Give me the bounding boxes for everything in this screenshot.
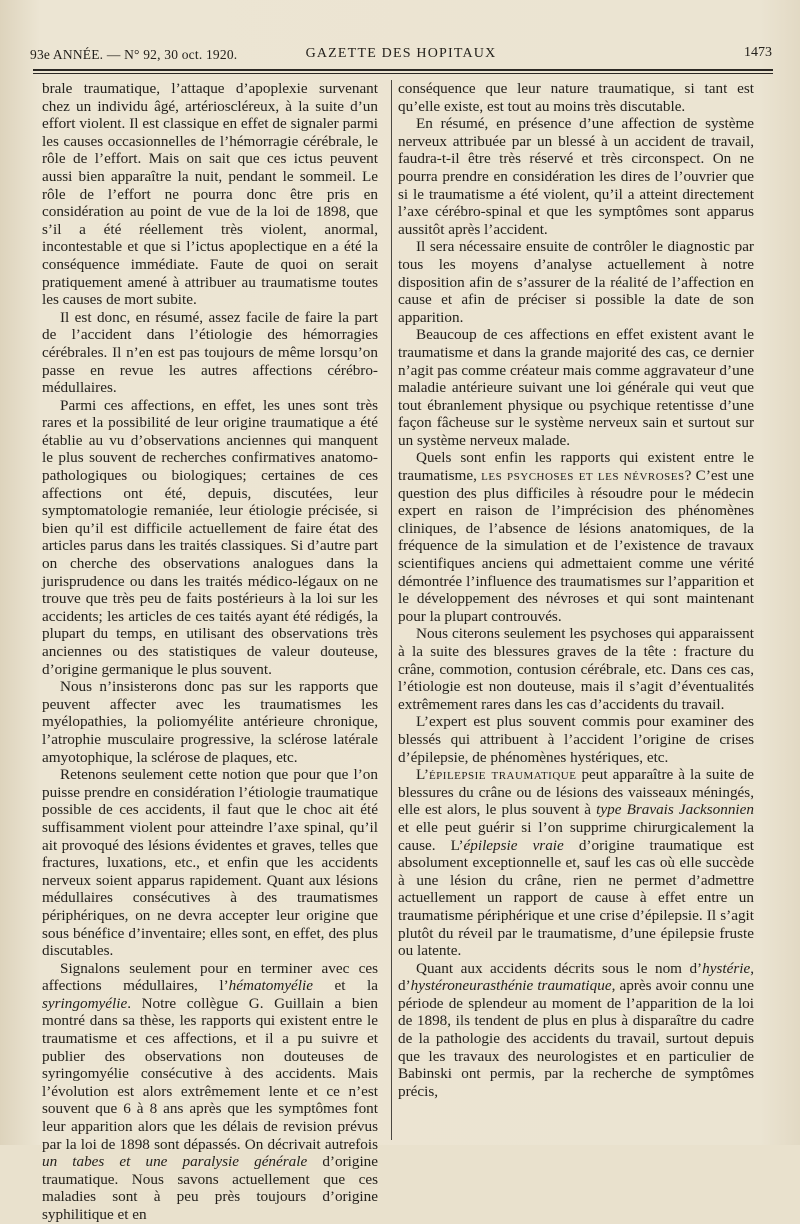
paragraph: Beaucoup de ces affections en effet existent avant le traumatisme et dans la grande majorité des cas, ce dernier n’agit pas comme créateur mais comme aggravateur d’une maladie antérieure suivant une loi générale qui veut que tout ébranlement physique ou psychique retentisse d’une façon fâcheuse sur le système nerveux sain et surtout sur un système nerveux malade. — [398, 326, 754, 449]
paragraph: Il est donc, en résumé, assez facile de faire la part de l’accident dans l’étiologie des hémorragies cérébrales. Il n’en est pas toujours de même lorsqu’on passe en revue les autres affections cérébro-médullaires. — [42, 308, 378, 397]
page-header — [30, 44, 772, 66]
paragraph: En résumé, en présence d’une affection de système nerveux attribuée par un blessé à un accident de travail, faudra-t-il être très réservé et très circonspect. On ne pourra prendre en considération les dires de l’ouvrier que si le traumatisme a été violent, qu’il a atteint directement l’axe cérébro-spinal et que les symptômes sont apparus aussitôt après l’accident. — [398, 115, 754, 238]
left-column — [42, 80, 379, 1223]
paragraph: Quels sont enfin les rapports qui existent entre le traumatisme, les psychoses et les névroses? C’est une question des plus difficiles à résoudre pour le médecin expert en raison de l’imprécision des phénomènes cliniques, de l’absence de lésions anatomiques, de la fréquence de la simulation et de l’existence de travaux scientifiques anciens qui admettaient comme une vérité démontrée l’influence des traumatismes sur l’apparition et le développement des névroses et qui sont maintenant pour la plupart controuvés. — [398, 449, 754, 625]
column-divider — [391, 80, 392, 1140]
paragraph: conséquence que leur nature traumatique, si tant est qu’elle existe, est tout au moins très discutable. — [398, 80, 754, 115]
right-column — [398, 80, 754, 1142]
paragraph: Signalons seulement pour en terminer avec ces affections médullaires, l’hématomyélie et la syringomyélie. Notre collègue G. Guillain a bien montré dans sa thèse, les rapports qui existent entre le traumatisme et ces affections, et il a pu suivre et publier des observations non douteuses de syringomyélie consécutive à des accidents. Mais l’évolution est alors extrêmement lente et ce n’est souvent que 6 à 8 ans après que les symptômes font leur apparition alors que les délais de revision prévus par la loi de 1898 sont dépassés. On décrivait autrefois un tabes et une paralysie générale d’origine traumatique. Nous savons actuellement que ces maladies sont à peu près toujours d’origine syphilitique et en — [42, 959, 379, 1223]
paragraph: L’expert est plus souvent commis pour examiner des blessés qui attribuent à l’accident l’origine de crises d’épilepsie, de phénomènes hystériques, etc. — [398, 713, 754, 766]
header-rule-thin — [33, 73, 773, 74]
journal-title: GAZETTE DES HOPITAUX — [305, 46, 497, 61]
paragraph: Parmi ces affections, en effet, les unes sont très rares et la possibilité de leur origine traumatique a été établie au vu d’observations anciennes qui manquent le plus souvent de recherches confirmatives anatomo-pathologiques ou biologiques; certaines de ces affections ont été, depuis, discutées, leur symptomatologie remaniée, leur étiologie précisée, si bien qu’il est difficile actuellement de faire état des articles parus dans les traités classiques. Si d’autre part on cherche des observations analogues dans la jurisprudence ou dans les traités médico-légaux on ne trouve que très peu de faits postérieurs à la loi sur les accidents; les articles de ces taités ayant été rédigés, la plupart du temps, en utilisant des observations très anciennes ou des statistiques de valeur douteuse, d’origine germanique le plus souvent. — [42, 396, 378, 678]
paragraph: Retenons seulement cette notion que pour que l’on puisse prendre en considération l’étiologie traumatique possible de ces accidents, il faut que le choc ait été suffisamment violent pour atteindre l’axe spinal, qu’il ait provoqué des lésions évidentes et graves, telles que fractures, luxations, etc., et enfin que les accidents nerveux soient apparus rapidement. Quant aux lésions médullaires consécutives à des traumatismes périphériques, on ne devra accepter leur origine que sous bénéfice d’inventaire; elles sont, en effet, des plus discutables. — [42, 766, 378, 960]
paragraph: Quant aux accidents décrits sous le nom d’hystérie, d’hystéroneurasthénie traumatique, après avoir connu une période de splendeur au moment de l’apparition de la loi de 1898, ils tendent de plus en plus à disparaître du cadre de la pathologie des accidents du travail, surtout depuis que les travaux des neurologistes et en particulier de Babinski ont permis, par la recherche de symptômes précis, — [398, 959, 754, 1100]
header-rule-thick — [33, 69, 773, 71]
paragraph: brale traumatique, l’attaque d’apoplexie survenant chez un individu âgé, artérioscléreux, à la suite d’un effort violent. Il est classique en effet de signaler parmi les causes occasionnelles de l’hémorragie cérébrale, le rôle de l’effort. Mais on sait que ces ictus peuvent aussi bien apparaître la nuit, pendant le sommeil. Le rôle de l’effort ne pourra donc être pris en considération au point de vue de la loi de 1898, que s’il a été réellement très violent, anormal, incontestable et que si l’ictus apoplectique en a été la conséquence immédiate. Faute de quoi on serait pratiquement amené à attribuer au traumatisme toutes les causes de mort subite. — [42, 80, 378, 309]
page-number: 1473 — [744, 45, 772, 60]
paragraph: Il sera nécessaire ensuite de contrôler le diagnostic par tous les moyens d’analyse actuellement à notre disposition afin de s’assurer de la réalité de l’affection en cause et afin de préciser si possible la date de son apparition. — [398, 238, 754, 326]
issue-info: 93e ANNÉE. — N° 92, 30 oct. 1920. — [30, 47, 238, 62]
paragraph: Nous n’insisterons donc pas sur les rapports que peuvent affecter avec les traumatismes les myélopathies, la poliomyélite antérieure chronique, l’atrophie musculaire progressive, la sclérose latérale amyotophique, la sclérose de plaques, etc. — [42, 678, 378, 766]
paragraph: Nous citerons seulement les psychoses qui apparaissent à la suite des blessures graves de la tête : fracture du crâne, commotion, contusion cérébrale, etc. Dans ces cas, l’étiologie est non douteuse, mais il s’agit d’éventualités extrêmement rares dans les cas d’accidents du travail. — [398, 625, 754, 713]
paragraph: L’épilepsie traumatique peut apparaître à la suite de blessures du crâne ou de lésions des vaisseaux méningés, elle est alors, le plus souvent à type Bravais Jacksonnien et elle peut guérir si l’on supprime chirurgicalement la cause. L’épilepsie vraie d’origine traumatique est absolument exceptionnelle et, sauf les cas où elle succède à une lésion du crâne, rien ne permet d’admettre actuellement un rapport de cause à effet entre un traumatisme périphérique et une crise d’épilepsie. Il s’agit plutôt du réveil par le traumatisme, d’une épilepsie fruste ou latente. — [398, 766, 755, 960]
